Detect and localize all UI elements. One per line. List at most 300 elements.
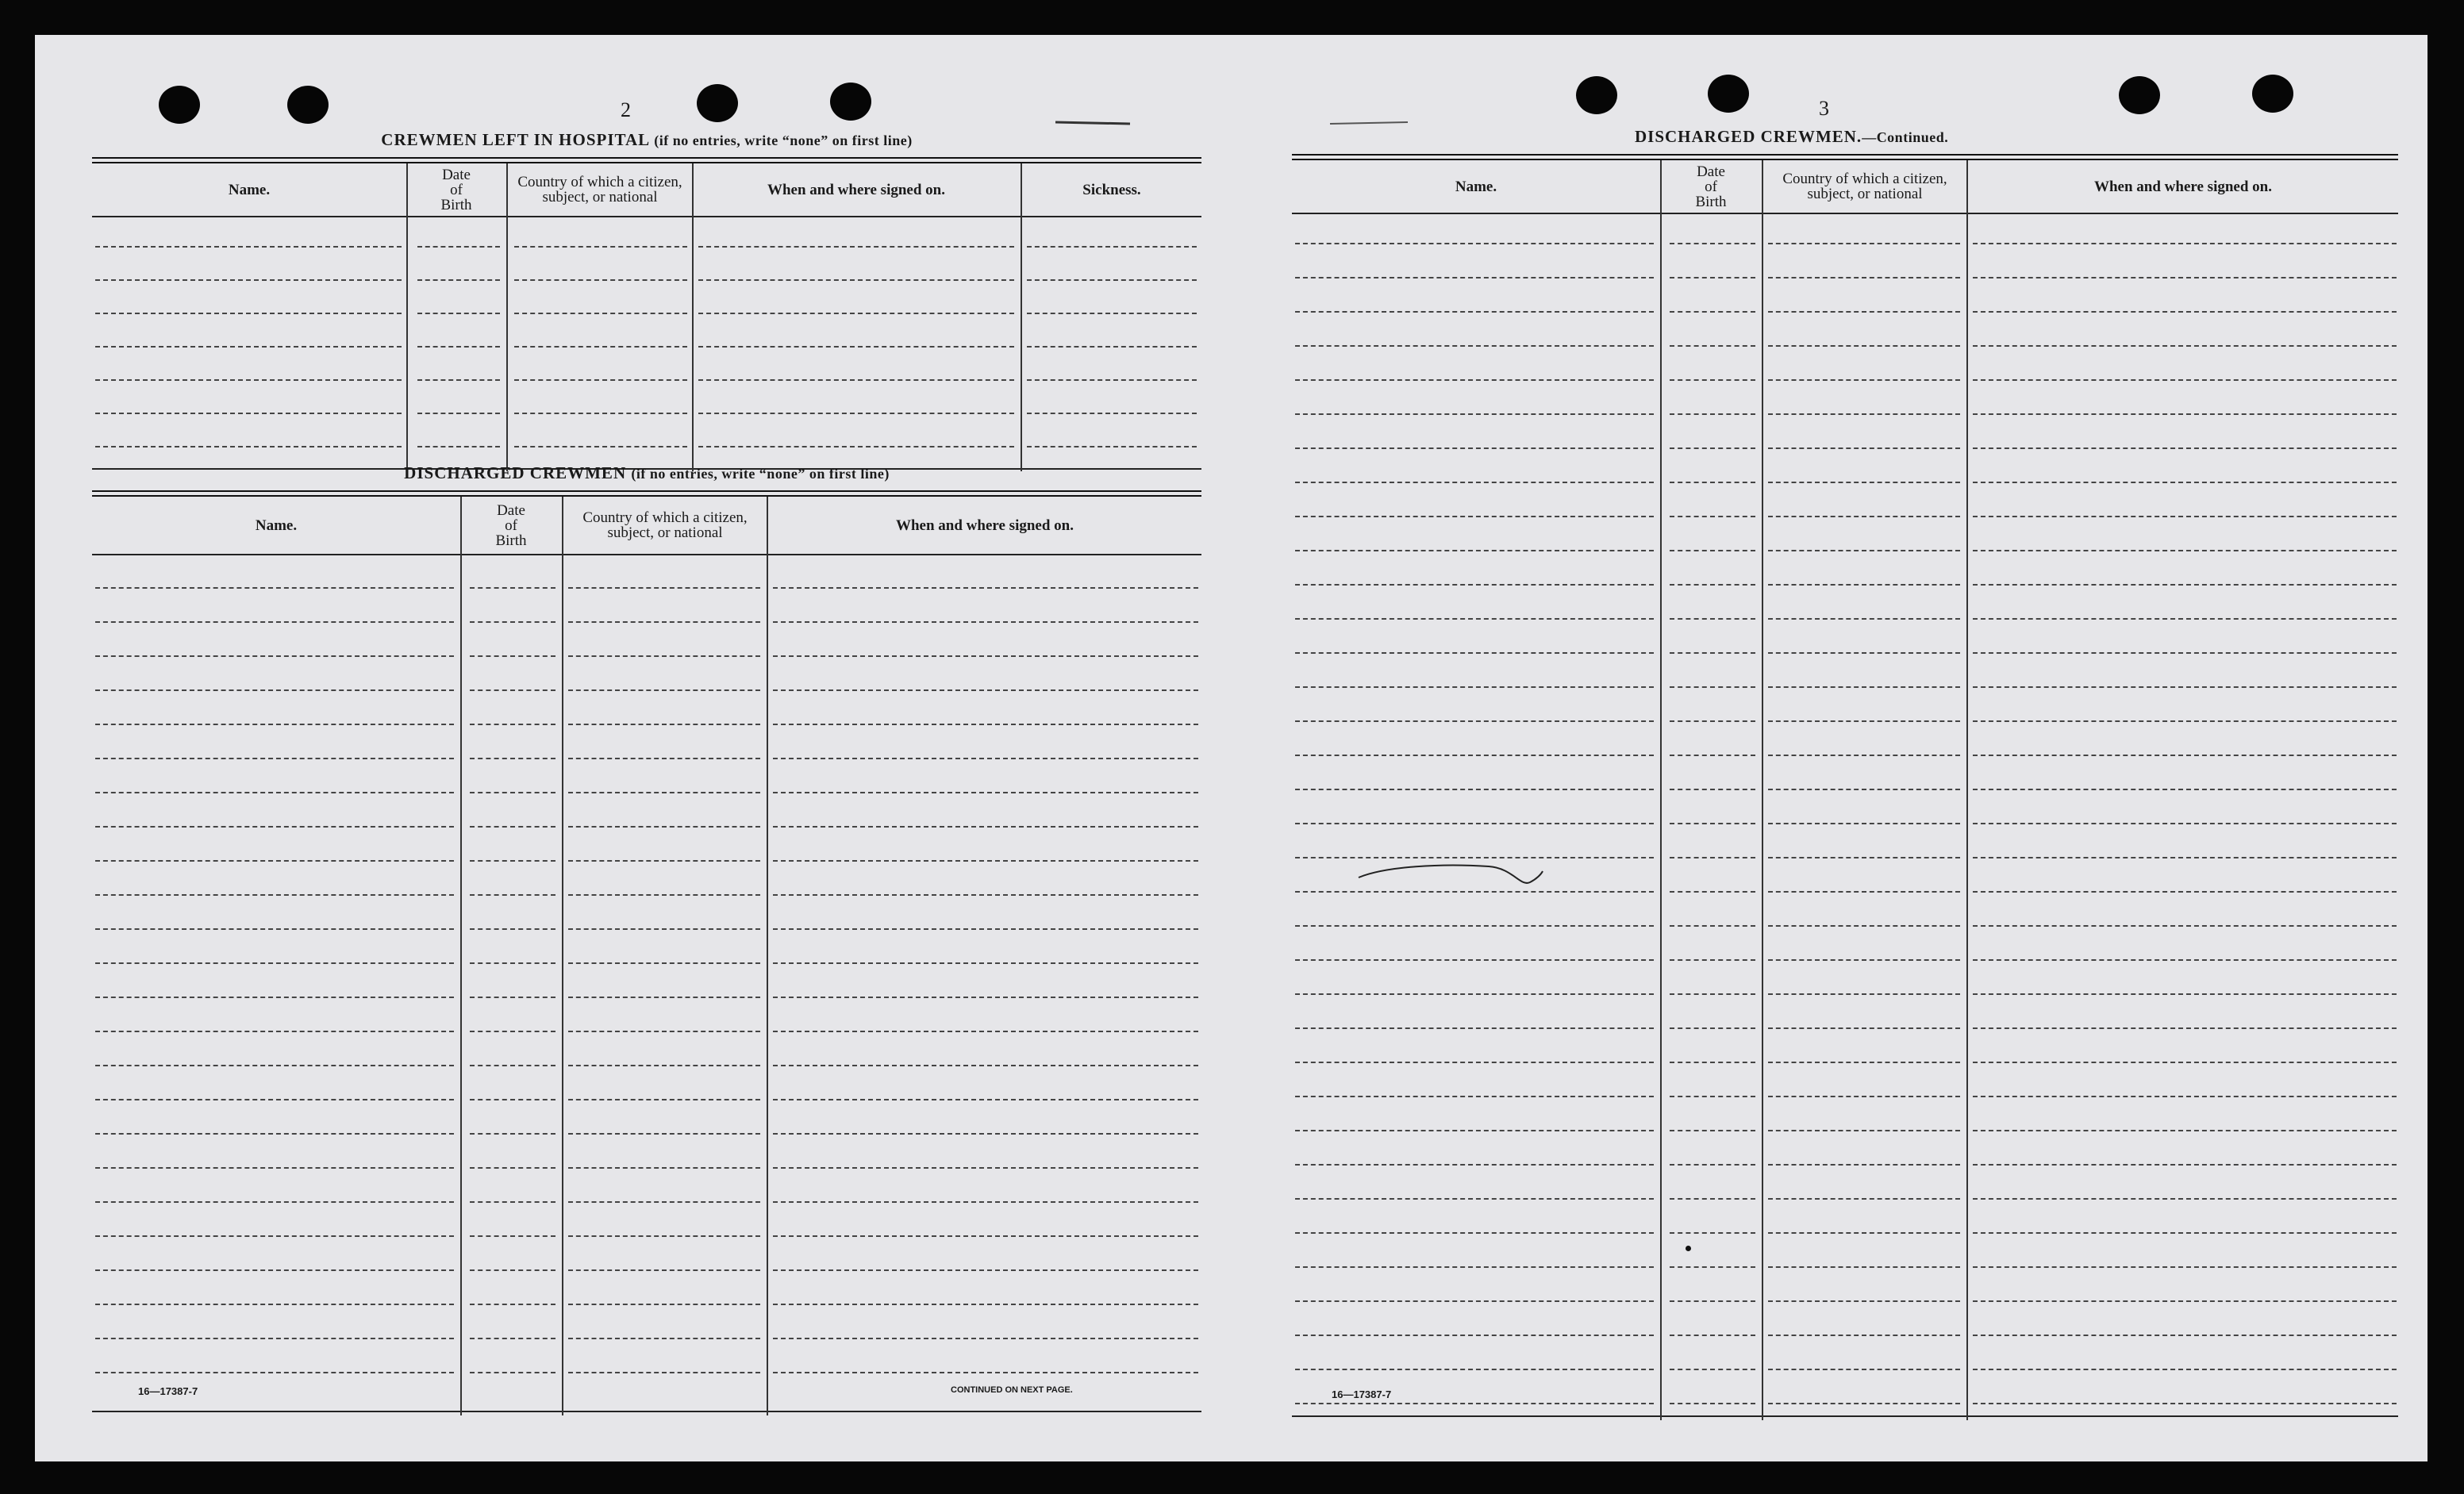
- fill-in-line: [1973, 925, 2397, 927]
- fill-in-line: [1295, 618, 1654, 620]
- fill-in-line: [1768, 584, 1960, 586]
- fill-in-line: [1768, 311, 1960, 313]
- fill-in-line: [568, 1372, 760, 1373]
- fill-in-line: [470, 1099, 555, 1100]
- fill-in-line: [1295, 1335, 1654, 1336]
- fill-in-line: [1670, 345, 1755, 347]
- fill-in-line: [1670, 925, 1755, 927]
- fill-in-line: [1768, 1096, 1960, 1097]
- fill-in-line: [514, 246, 687, 248]
- fill-in-line: [1973, 379, 2397, 381]
- fill-in-line: [470, 587, 555, 589]
- fill-in-line: [1768, 447, 1960, 449]
- header-name: Name.: [228, 181, 271, 198]
- fill-in-line: [470, 894, 555, 896]
- fill-in-line: [568, 1031, 760, 1032]
- fill-in-line: [1295, 379, 1654, 381]
- fill-in-line: [1670, 1198, 1755, 1200]
- fill-in-line: [417, 379, 500, 381]
- fill-in-line: [1768, 1403, 1960, 1404]
- fill-in-line: [1768, 1369, 1960, 1370]
- fill-in-line: [95, 346, 402, 348]
- fill-in-line: [1973, 1266, 2397, 1268]
- page-number-right: 3: [1819, 97, 1829, 120]
- fill-in-line: [1670, 550, 1755, 551]
- header-date-of-birth: Date of Birth: [495, 501, 527, 549]
- fill-in-line: [1295, 652, 1654, 654]
- fill-in-line: [470, 1235, 555, 1237]
- fill-in-line: [1295, 755, 1654, 756]
- fill-in-line: [1295, 1232, 1654, 1234]
- fill-in-line: [470, 928, 555, 930]
- fill-in-line: [1295, 1062, 1654, 1063]
- fill-in-line: [95, 446, 402, 447]
- fill-in-line: [568, 724, 760, 725]
- fill-in-line: [514, 379, 687, 381]
- fill-in-line: [1295, 789, 1654, 790]
- fill-in-line: [1295, 1027, 1654, 1029]
- fill-in-line: [470, 1065, 555, 1066]
- fill-in-line: [773, 1201, 1198, 1203]
- fill-in-line: [568, 1099, 760, 1100]
- fill-in-line: [1973, 1198, 2397, 1200]
- fill-in-line: [1973, 1300, 2397, 1302]
- fill-in-line: [1027, 279, 1197, 281]
- fill-in-line: [1670, 1096, 1755, 1097]
- fill-in-line: [1295, 1096, 1654, 1097]
- fill-in-line: [698, 313, 1014, 314]
- fill-in-line: [1670, 686, 1755, 688]
- fill-in-line: [470, 962, 555, 964]
- fill-in-line: [95, 724, 454, 725]
- fill-in-line: [1670, 755, 1755, 756]
- fill-in-line: [95, 997, 454, 998]
- fill-in-line: [1973, 686, 2397, 688]
- fill-in-line: [1295, 277, 1654, 278]
- fill-in-line: [698, 346, 1014, 348]
- header-signed-on: When and where signed on.: [767, 181, 945, 198]
- fill-in-line: [1670, 379, 1755, 381]
- fill-in-line: [470, 826, 555, 828]
- fill-in-line: [568, 1269, 760, 1271]
- fill-in-line: [1973, 720, 2397, 722]
- fill-in-line: [1027, 379, 1197, 381]
- fill-in-line: [95, 1372, 454, 1373]
- fill-in-line: [1973, 1232, 2397, 1234]
- fill-in-line: [773, 1133, 1198, 1135]
- fill-in-line: [1768, 993, 1960, 995]
- fill-in-line: [95, 1065, 454, 1066]
- fill-in-line: [1973, 891, 2397, 893]
- fill-in-line: [1670, 652, 1755, 654]
- dash-mark: [1328, 117, 1416, 127]
- fill-in-line: [1670, 413, 1755, 415]
- fill-in-line: [95, 758, 454, 759]
- fill-in-line: [773, 1065, 1198, 1066]
- fill-in-line: [95, 1133, 454, 1135]
- fill-in-line: [1973, 857, 2397, 858]
- punch-hole: [830, 83, 871, 121]
- fill-in-line: [1768, 1198, 1960, 1200]
- fill-in-line: [1027, 346, 1197, 348]
- fill-in-line: [568, 792, 760, 793]
- fill-in-line: [773, 1304, 1198, 1305]
- fill-in-line: [1768, 413, 1960, 415]
- fill-in-line: [417, 313, 500, 314]
- fill-in-line: [1670, 857, 1755, 858]
- fill-in-line: [514, 446, 687, 447]
- fill-in-line: [568, 689, 760, 691]
- fill-in-line: [1670, 311, 1755, 313]
- fill-in-line: [95, 379, 402, 381]
- fill-in-line: [417, 346, 500, 348]
- punch-hole: [159, 86, 200, 124]
- hospital-section-title: [92, 130, 1201, 150]
- fill-in-line: [470, 860, 555, 862]
- header-name: Name.: [1455, 178, 1497, 195]
- form-number-left: 16—17387-7: [138, 1385, 198, 1397]
- fill-in-line: [568, 1338, 760, 1339]
- fill-in-line: [568, 1235, 760, 1237]
- fill-in-line: [1027, 313, 1197, 314]
- fill-in-line: [568, 1133, 760, 1135]
- pen-stroke-mark: [1354, 855, 1544, 895]
- fill-in-line: [1768, 686, 1960, 688]
- fill-in-line: [1973, 516, 2397, 517]
- discharged-title-note: (if no entries, write “none” on first line): [631, 466, 890, 482]
- fill-in-line: [1295, 550, 1654, 551]
- fill-in-line: [95, 1031, 454, 1032]
- fill-in-line: [568, 758, 760, 759]
- fill-in-line: [1670, 243, 1755, 244]
- fill-in-line: [514, 313, 687, 314]
- fill-in-line: [470, 1133, 555, 1135]
- fill-in-line: [773, 587, 1198, 589]
- fill-in-line: [1295, 311, 1654, 313]
- fill-in-line: [1973, 1369, 2397, 1370]
- fill-in-line: [1027, 446, 1197, 447]
- fill-in-line: [470, 724, 555, 725]
- fill-in-line: [1768, 277, 1960, 278]
- fill-in-line: [1295, 925, 1654, 927]
- punch-hole: [2119, 76, 2160, 114]
- fill-in-line: [470, 1338, 555, 1339]
- fill-in-line: [773, 1167, 1198, 1169]
- fill-in-line: [1670, 1164, 1755, 1166]
- fill-in-line: [773, 997, 1198, 998]
- fill-in-line: [568, 860, 760, 862]
- fill-in-line: [1768, 1232, 1960, 1234]
- fill-in-line: [470, 758, 555, 759]
- fill-in-line: [1670, 1266, 1755, 1268]
- fill-in-line: [1295, 482, 1654, 483]
- fill-in-line: [95, 1099, 454, 1100]
- fill-in-line: [1768, 1164, 1960, 1166]
- fill-in-line: [1027, 246, 1197, 248]
- fill-in-line: [1973, 1335, 2397, 1336]
- fill-in-line: [95, 246, 402, 248]
- fill-in-line: [1295, 1164, 1654, 1166]
- fill-in-line: [95, 1304, 454, 1305]
- fill-in-line: [1973, 1027, 2397, 1029]
- fill-in-line: [568, 1167, 760, 1169]
- punch-hole: [1708, 75, 1749, 113]
- fill-in-line: [1768, 891, 1960, 893]
- fill-in-line: [568, 997, 760, 998]
- fill-in-line: [773, 655, 1198, 657]
- page-number-left: 2: [621, 98, 631, 121]
- fill-in-line: [698, 446, 1014, 447]
- ink-dot: [1686, 1246, 1691, 1251]
- fill-in-line: [1670, 516, 1755, 517]
- fill-in-line: [470, 1304, 555, 1305]
- fill-in-line: [1768, 1335, 1960, 1336]
- fill-in-line: [95, 894, 454, 896]
- fill-in-line: [1973, 345, 2397, 347]
- fill-in-line: [773, 962, 1198, 964]
- punch-hole: [287, 86, 329, 124]
- fill-in-line: [1768, 652, 1960, 654]
- fill-in-line: [95, 1167, 454, 1169]
- fill-in-line: [1670, 277, 1755, 278]
- fill-in-line: [95, 621, 454, 623]
- fill-in-line: [1670, 1027, 1755, 1029]
- fill-in-line: [773, 758, 1198, 759]
- fill-in-line: [1670, 584, 1755, 586]
- fill-in-line: [95, 279, 402, 281]
- fill-in-line: [1768, 720, 1960, 722]
- fill-in-line: [1670, 959, 1755, 961]
- fill-in-line: [1295, 1369, 1654, 1370]
- header-sickness: Sickness.: [1082, 181, 1141, 198]
- fill-in-line: [698, 413, 1014, 414]
- fill-in-line: [417, 446, 500, 447]
- hospital-title-note: (if no entries, write “none” on first line): [654, 133, 913, 148]
- fill-in-line: [470, 1201, 555, 1203]
- fill-in-line: [417, 246, 500, 248]
- hospital-table: [92, 157, 1201, 471]
- fill-in-line: [1670, 618, 1755, 620]
- fill-in-line: [1768, 482, 1960, 483]
- fill-in-line: [698, 246, 1014, 248]
- fill-in-line: [470, 1031, 555, 1032]
- fill-in-line: [95, 1269, 454, 1271]
- fill-in-line: [698, 279, 1014, 281]
- fill-in-line: [568, 621, 760, 623]
- fill-in-line: [1295, 447, 1654, 449]
- fill-in-line: [568, 826, 760, 828]
- fill-in-line: [1768, 1062, 1960, 1063]
- fill-in-line: [95, 962, 454, 964]
- fill-in-line: [1973, 482, 2397, 483]
- fill-in-line: [1295, 584, 1654, 586]
- fill-in-line: [1670, 447, 1755, 449]
- fill-in-line: [95, 689, 454, 691]
- fill-in-line: [95, 928, 454, 930]
- fill-in-line: [1670, 1335, 1755, 1336]
- discharged-continued-note: —Continued.: [1862, 129, 1949, 145]
- fill-in-line: [1973, 584, 2397, 586]
- fill-in-line: [1295, 1403, 1654, 1404]
- fill-in-line: [1768, 789, 1960, 790]
- punch-hole: [2252, 75, 2293, 113]
- discharged-section-title: [92, 463, 1201, 483]
- fill-in-line: [773, 860, 1198, 862]
- header-signed-on: When and where signed on.: [2093, 178, 2272, 195]
- fill-in-line: [95, 792, 454, 793]
- fill-in-line: [1768, 1300, 1960, 1302]
- fill-in-line: [1295, 413, 1654, 415]
- fill-in-line: [1973, 447, 2397, 449]
- fill-in-line: [773, 792, 1198, 793]
- fill-in-line: [1768, 755, 1960, 756]
- discharged-title-text: DISCHARGED CREWMEN: [404, 463, 627, 482]
- fill-in-line: [1768, 243, 1960, 244]
- fill-in-line: [95, 413, 402, 414]
- fill-in-line: [1670, 1300, 1755, 1302]
- fill-in-line: [1670, 1403, 1755, 1404]
- fill-in-line: [1973, 755, 2397, 756]
- dash-mark: [1054, 117, 1133, 127]
- fill-in-line: [1973, 959, 2397, 961]
- fill-in-line: [773, 1099, 1198, 1100]
- fill-in-line: [1295, 1198, 1654, 1200]
- fill-in-line: [1973, 993, 2397, 995]
- fill-in-line: [470, 792, 555, 793]
- fill-in-line: [470, 1269, 555, 1271]
- fill-in-line: [1768, 925, 1960, 927]
- fill-in-line: [1295, 243, 1654, 244]
- fill-in-line: [514, 413, 687, 414]
- fill-in-line: [1768, 857, 1960, 858]
- fill-in-line: [568, 587, 760, 589]
- fill-in-line: [1973, 311, 2397, 313]
- fill-in-line: [568, 1201, 760, 1203]
- fill-in-line: [470, 1167, 555, 1169]
- hospital-title-text: CREWMEN LEFT IN HOSPITAL: [381, 130, 649, 149]
- punch-hole: [1576, 76, 1617, 114]
- fill-in-line: [1973, 652, 2397, 654]
- discharged-continued-table: [1292, 154, 2398, 1420]
- header-name: Name.: [255, 517, 298, 534]
- fill-in-line: [1295, 993, 1654, 995]
- fill-in-line: [1973, 277, 2397, 278]
- fill-in-line: [1027, 413, 1197, 414]
- fill-in-line: [1973, 1096, 2397, 1097]
- fill-in-line: [1670, 891, 1755, 893]
- fill-in-line: [568, 962, 760, 964]
- fill-in-line: [1768, 345, 1960, 347]
- continued-note: CONTINUED ON NEXT PAGE.: [951, 1385, 1073, 1395]
- fill-in-line: [1295, 959, 1654, 961]
- fill-in-line: [1768, 516, 1960, 517]
- fill-in-line: [1295, 720, 1654, 722]
- fill-in-line: [470, 689, 555, 691]
- fill-in-line: [1973, 413, 2397, 415]
- fill-in-line: [1973, 1130, 2397, 1131]
- fill-in-line: [773, 621, 1198, 623]
- fill-in-line: [1768, 1266, 1960, 1268]
- fill-in-line: [470, 621, 555, 623]
- header-country: Country of which a citizen, subject, or national: [1782, 171, 1947, 202]
- fill-in-line: [773, 724, 1198, 725]
- fill-in-line: [773, 689, 1198, 691]
- fill-in-line: [470, 1372, 555, 1373]
- fill-in-line: [1973, 618, 2397, 620]
- fill-in-line: [1670, 823, 1755, 824]
- fill-in-line: [95, 1235, 454, 1237]
- fill-in-line: [568, 928, 760, 930]
- header-signed-on: When and where signed on.: [895, 517, 1074, 534]
- fill-in-line: [568, 1065, 760, 1066]
- discharged-table: [92, 490, 1201, 1415]
- fill-in-line: [773, 1235, 1198, 1237]
- fill-in-line: [568, 655, 760, 657]
- fill-in-line: [514, 279, 687, 281]
- document-sheet: [35, 35, 2427, 1461]
- discharged-continued-title: [1635, 127, 1948, 147]
- fill-in-line: [773, 1269, 1198, 1271]
- fill-in-line: [1670, 789, 1755, 790]
- fill-in-line: [95, 826, 454, 828]
- fill-in-line: [773, 826, 1198, 828]
- fill-in-line: [1295, 1300, 1654, 1302]
- fill-in-line: [1295, 686, 1654, 688]
- fill-in-line: [1670, 1369, 1755, 1370]
- header-date-of-birth: Date of Birth: [1695, 163, 1727, 210]
- fill-in-line: [470, 997, 555, 998]
- header-country: Country of which a citizen, subject, or national: [582, 509, 748, 541]
- fill-in-line: [95, 860, 454, 862]
- fill-in-line: [1295, 345, 1654, 347]
- fill-in-line: [773, 1338, 1198, 1339]
- fill-in-line: [1973, 550, 2397, 551]
- fill-in-line: [417, 413, 500, 414]
- fill-in-line: [1768, 1130, 1960, 1131]
- fill-in-line: [1295, 1266, 1654, 1268]
- fill-in-line: [95, 313, 402, 314]
- fill-in-line: [1973, 1403, 2397, 1404]
- fill-in-line: [1768, 823, 1960, 824]
- fill-in-line: [1768, 379, 1960, 381]
- fill-in-line: [1670, 1062, 1755, 1063]
- fill-in-line: [95, 1201, 454, 1203]
- fill-in-line: [1973, 1062, 2397, 1063]
- fill-in-line: [1973, 243, 2397, 244]
- fill-in-line: [1295, 516, 1654, 517]
- fill-in-line: [698, 379, 1014, 381]
- fill-in-line: [1295, 823, 1654, 824]
- fill-in-line: [1973, 1164, 2397, 1166]
- fill-in-line: [568, 894, 760, 896]
- punch-hole: [697, 84, 738, 122]
- fill-in-line: [1973, 789, 2397, 790]
- fill-in-line: [95, 1338, 454, 1339]
- fill-in-line: [773, 928, 1198, 930]
- fill-in-line: [1768, 1027, 1960, 1029]
- fill-in-line: [773, 894, 1198, 896]
- header-date-of-birth: Date of Birth: [440, 166, 472, 213]
- fill-in-line: [1670, 993, 1755, 995]
- fill-in-line: [1768, 550, 1960, 551]
- header-country: Country of which a citizen, subject, or national: [517, 174, 682, 205]
- fill-in-line: [95, 587, 454, 589]
- fill-in-line: [773, 1372, 1198, 1373]
- fill-in-line: [1768, 618, 1960, 620]
- form-number-right: 16—17387-7: [1332, 1388, 1392, 1400]
- fill-in-line: [417, 279, 500, 281]
- fill-in-line: [1670, 482, 1755, 483]
